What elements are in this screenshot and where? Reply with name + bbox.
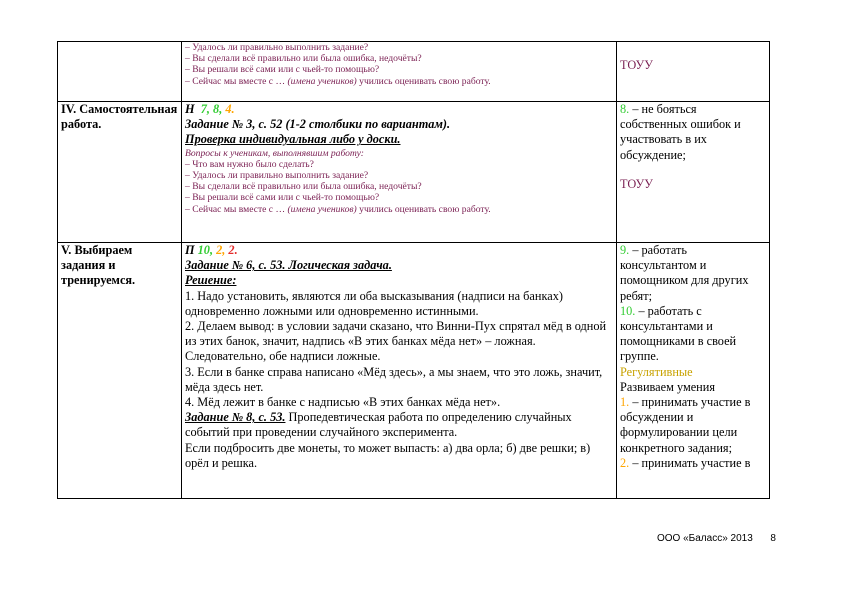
skills-cell (617, 102, 770, 243)
question: – Вы решали всё сами или с чьей-то помощью? (185, 64, 380, 76)
stage-cell (58, 243, 182, 499)
skill-item: 10. – работать с консультантами и помощниками в своей группе. (620, 303, 737, 364)
skill-item: 8. – не бояться собственных ошибок и участвовать в их обсуждение; (620, 102, 741, 162)
toyy-label: ТОУУ (620, 58, 653, 72)
solution-step: 1. Надо установить, являются ли оба высказывания (надписи на банках) одновременно ложными или одновременно истинными. (185, 288, 563, 318)
skill-item: 1. – принимать участие в обсуждении и формулировании цели конкретного задания; (620, 395, 751, 455)
content-cell (182, 102, 617, 243)
solution-step: 2. Делаем вывод: в условии задачи сказано, что Винни-Пух спрятал мёд в одной из этих банок, значит, надпись «В этих банках мёда нет» – ложная. Следовательно, обе надписи ложные. (185, 319, 607, 364)
question: – Вы сделали всё правильно или была ошибка, недочёты? (185, 53, 422, 65)
coin-text: Если подбросить две монеты, то может выпасть: а) два орла; б) две решки; в) орёл и решка. (185, 440, 591, 470)
page-footer (657, 533, 776, 544)
skills-cell (617, 42, 770, 102)
task-8: Задание № 8, с. 53. Пропедевтическая работа по определению случайных событий при проведении случайного эксперимента. (185, 410, 572, 440)
table-row (58, 102, 770, 243)
stage-title: IV. Самостоятельная работа. (61, 102, 178, 131)
stage-title: V. Выбираем задания и тренируемся. (61, 243, 136, 287)
content-cell (182, 42, 617, 102)
stage-cell (58, 102, 182, 243)
question: – Вы решали всё сами или с чьей-то помощью? (185, 192, 380, 204)
level-marks: Н 7, 8, 4. (185, 102, 235, 116)
content-cell (182, 243, 617, 499)
lesson-table (57, 41, 770, 499)
question: – Сейчас мы вместе с … (имена учеников) учились оценивать свою работу. (185, 203, 491, 215)
toyy-label: ТОУУ (620, 176, 653, 191)
task-title: Задание № 3, с. 52 (1-2 столбики по вариантам). (185, 117, 451, 132)
question: – Что вам нужно было сделать? (185, 158, 314, 170)
check-title: Проверка индивидуальная либо у доски. (185, 132, 401, 147)
table-row (58, 243, 770, 499)
publisher-text: ООО «Баласс» 2013 (657, 533, 753, 544)
question: – Вы сделали всё правильно или была ошибка, недочёты? (185, 181, 422, 193)
solution-label: Решение: (185, 273, 237, 288)
page-number: 8 (770, 533, 776, 544)
questions-header: Вопросы к ученикам, выполнявшим работу: (185, 147, 364, 159)
level-marks: П 10, 2, 2. (185, 243, 238, 257)
section-label: Регулятивные (620, 364, 693, 379)
skill-item: 9. – работать консультантом и помощником для других ребят; (620, 243, 749, 303)
skills-cell (617, 243, 770, 499)
question: – Удалось ли правильно выполнить задание? (185, 42, 369, 53)
section-subtitle: Развиваем умения (620, 379, 716, 394)
question: – Удалось ли правильно выполнить задание? (185, 170, 369, 182)
solution-step: 3. Если в банке справа написано «Мёд здесь», а мы знаем, что это ложь, значит, мёда здесь нет. (185, 364, 603, 394)
task-title: Задание № 6, с. 53. Логическая задача. (185, 258, 392, 273)
question: – Сейчас мы вместе с … (имена учеников) учились оценивать свою работу. (185, 75, 491, 87)
skill-item: 2. – принимать участие в (620, 455, 751, 470)
stage-cell (58, 42, 182, 102)
table-row (58, 42, 770, 102)
solution-step: 4. Мёд лежит в банке с надписью «В этих банках мёда нет». (185, 395, 501, 410)
